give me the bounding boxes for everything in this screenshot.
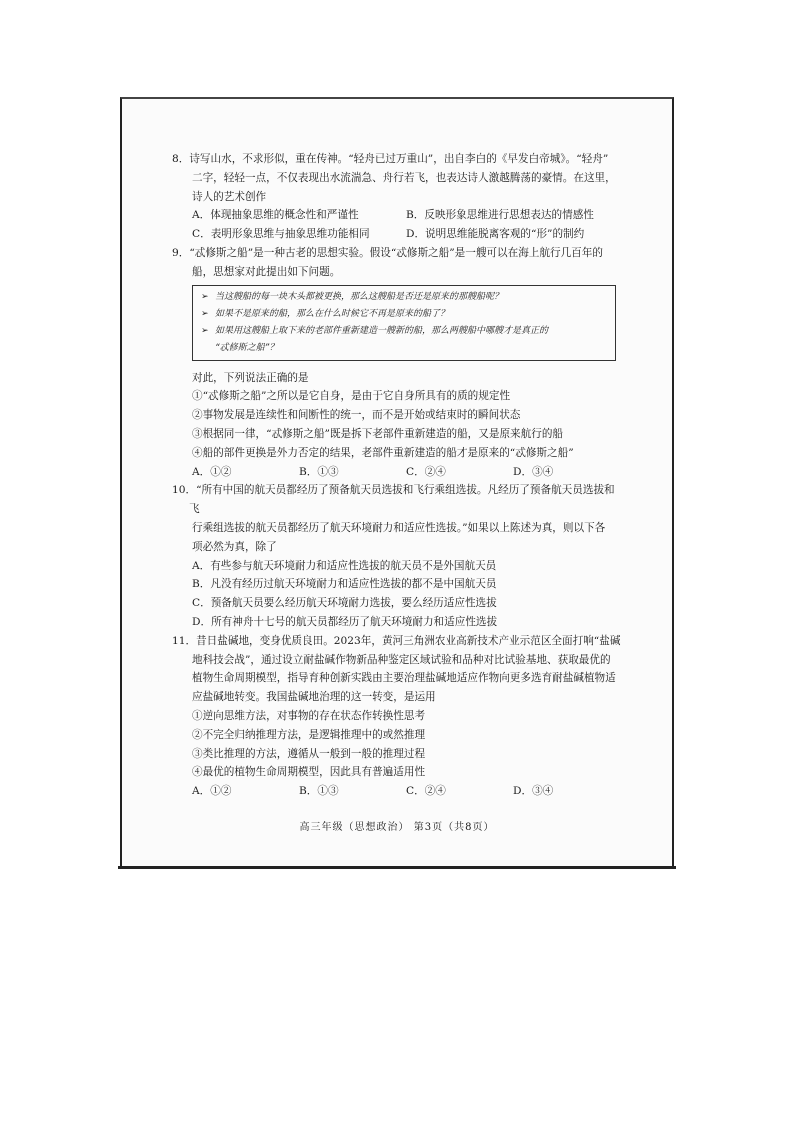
q10-option-d[interactable]: D．所有神舟十七号的航天员都经历了航天环境耐力和适应性选拔	[192, 615, 498, 628]
q9-statement-1: ①“忒修斯之船”之所以是它自身，是由于它自身所具有的质的规定性	[192, 390, 511, 403]
question-8	[172, 150, 624, 244]
q10-option-c[interactable]: C．预备航天员要么经历航天环境耐力选拔，要么经历适应性选拔	[192, 597, 497, 610]
question-10	[172, 481, 624, 631]
q10-stem-line-1: 10．“所有中国的航天员都经历了预备航天员选拔和飞行乘组选拔。凡经历了预备航天员选拔和飞	[172, 484, 615, 516]
q11-options	[172, 782, 624, 801]
q9-box-text-3: 如果用这艘船上取下来的老部件重新建造一艘新的船，那么两艘船中哪艘才是真正的	[215, 325, 549, 336]
q9-option-a[interactable]: A．①②	[192, 465, 232, 478]
q11-option-c[interactable]: C．②④	[406, 785, 446, 798]
q11-statement-2: ②不完全归纳推理方法，是逻辑推理中的或然推理	[192, 728, 426, 741]
q11-stem-line-1: 11．昔日盐碱地，变身优质良田。2023年，黄河三角洲农业高新技术产业示范区全面打响“盐碱	[172, 634, 621, 647]
q9-stem-line-2: 船，思想家对此提出如下问题。	[192, 265, 341, 278]
arrow-bullet-icon: ➢	[201, 291, 209, 302]
page-footer: 高三年级（思想政治） 第3页（共8页）	[299, 822, 495, 833]
q11-statement-3: ③类比推理的方法，遵循从一般到一般的推理过程	[192, 747, 426, 760]
q9-stem-line-1: 9．“忒修斯之船”是一种古老的思想实验。假设“忒修斯之船”是一艘可以在海上航行几百年的	[172, 246, 603, 259]
q9-option-d[interactable]: D．③④	[513, 465, 554, 478]
q9-options	[172, 463, 624, 482]
q8-option-d[interactable]: D．说明思维能脱离客观的“形”的制约	[406, 228, 585, 241]
q9-box-item-3	[201, 323, 607, 340]
q9-ask: 对此，下列说法正确的是	[192, 371, 309, 384]
q9-box-item-2	[201, 306, 607, 323]
q11-option-d[interactable]: D．③④	[513, 785, 554, 798]
q11-statement-1: ①逆向思维方法，对事物的存在状态作转换性思考	[192, 709, 426, 722]
arrow-bullet-icon: ➢	[201, 308, 209, 319]
q8-options-row-1	[172, 206, 624, 225]
q8-stem-line-1: 8．诗写山水，不求形似，重在传神。“轻舟已过万重山”，出自李白的《早发白帝城》。“轻舟”	[172, 153, 609, 165]
q11-option-a[interactable]: A．①②	[192, 785, 232, 798]
q9-option-c[interactable]: C．②④	[406, 465, 446, 478]
q9-question-box	[192, 285, 616, 361]
q10-stem-line-3: 项必然为真，除了	[192, 540, 277, 553]
q8-option-a[interactable]: A．体现抽象思维的概念性和严谨性	[192, 209, 359, 222]
q9-box-item-1	[201, 289, 607, 306]
q8-options-row-2	[172, 225, 624, 244]
q9-box-text-1: 当这艘船的每一块木头都被更换，那么这艘船是否还是原来的那艘船呢？	[215, 291, 504, 302]
q8-option-c[interactable]: C．表明形象思维与抽象思维功能相同	[192, 228, 370, 241]
q9-option-b[interactable]: B．①③	[299, 465, 339, 478]
q9-box-text-2: 如果不是原来的船，那么在什么时候它不再是原来的船了？	[215, 308, 450, 319]
q11-stem-line-2: 地科技会战”，通过设立耐盐碱作物新品种鉴定区域试验和品种对比试验基地、获取最优的	[192, 653, 611, 666]
q11-stem-line-3: 植物生命周期模型，指导育种创新实践由主要治理盐碱地适应作物向更多选育耐盐碱植物适	[192, 672, 616, 685]
q11-stem-line-4: 应盐碱地转变。我国盐碱地治理的这一转变，是运用	[192, 691, 436, 704]
q9-statement-2: ②事物发展是连续性和间断性的统一，而不是开始或结束时的瞬间状态	[192, 409, 521, 422]
question-9	[172, 244, 624, 481]
q9-statement-4: ④船的部件更换是外力否定的结果，老部件重新建造的船才是原来的“忒修斯之船”	[192, 446, 574, 459]
question-11	[172, 632, 624, 801]
q8-stem-line-3: 诗人的艺术创作	[192, 190, 267, 203]
q9-box-text-3-cont: “忒修斯之船”？	[215, 342, 279, 353]
q8-option-b[interactable]: B．反映形象思维进行思想表达的情感性	[406, 209, 594, 222]
q10-option-a[interactable]: A．有些参与航天环境耐力和适应性选拔的航天员不是外国航天员	[192, 559, 497, 572]
q9-statement-3: ③根据同一律，“忒修斯之船”既是拆下老部件重新建造的船，又是原来航行的船	[192, 427, 564, 440]
question-content	[172, 150, 624, 801]
arrow-bullet-icon: ➢	[201, 325, 209, 336]
q11-statement-4: ④最优的植物生命周期模型，因此具有普遍适用性	[192, 766, 426, 779]
q10-option-b[interactable]: B．凡没有经历过航天环境耐力和适应性选拔的都不是中国航天员	[192, 578, 497, 591]
q8-stem-line-2: 二字，轻轻一点，不仅表现出水流湍急、舟行若飞，也表达诗人激越腾荡的豪情。在这里，	[192, 171, 616, 184]
page-bottom-edge	[118, 866, 676, 869]
q11-option-b[interactable]: B．①③	[299, 785, 339, 798]
q10-stem-line-2: 行乘组选拔的航天员都经历了航天环境耐力和适应性选拔。”如果以上陈述为真，则以下各	[192, 521, 606, 534]
